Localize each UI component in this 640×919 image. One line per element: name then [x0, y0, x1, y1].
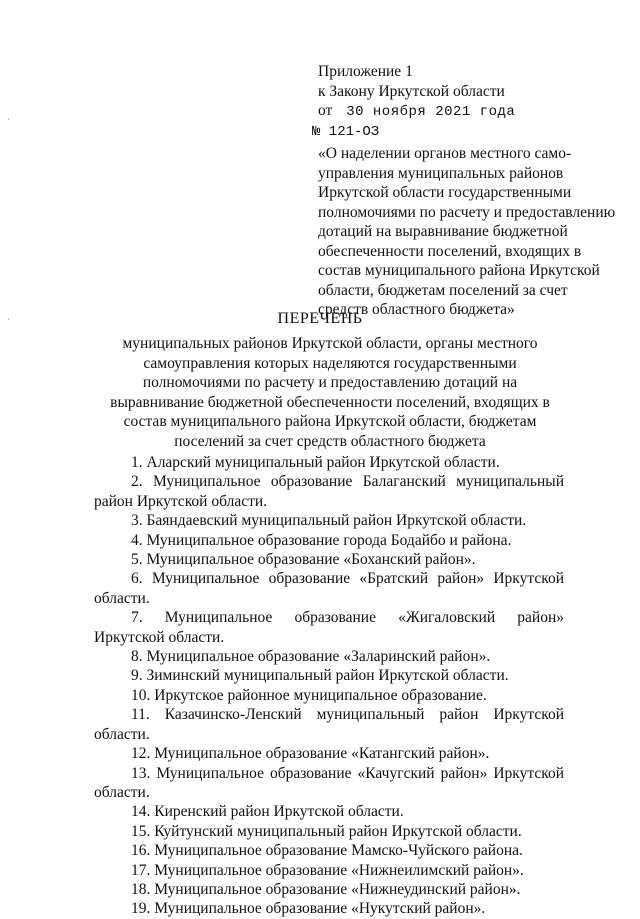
list-item: 15. Куйтунский муниципальный район Иркутской области. — [131, 822, 522, 840]
appendix-law-reference: к Закону Иркутской области — [318, 82, 505, 100]
list-item: 17. Муниципальное образование «Нижнеилимский район». — [131, 861, 524, 879]
list-item: 7. Муниципальное образование «Жигаловский район» Иркутской области. — [94, 609, 564, 646]
list-item: 18. Муниципальное образование «Нижнеудинский район». — [131, 880, 521, 898]
list-item: 1. Аларский муниципальный район Иркутской области. — [131, 454, 500, 471]
list-item: 5. Муниципальное образование «Боханский район». — [131, 551, 476, 569]
list-item: 11. Казачинско-Ленский муниципальный район Иркутской области. — [94, 706, 564, 743]
list-item: 3. Баяндаевский муниципальный район Иркутской области. — [131, 512, 527, 530]
list-item: 19. Муниципальное образование «Нукутский район». — [131, 900, 486, 918]
list-item: 8. Муниципальное образование «Заларинский район». — [131, 648, 491, 666]
list-item: 10. Иркутское районное муниципальное образование. — [131, 686, 487, 704]
appendix-law-title: «О наделении органов местного само-управления муниципальных районов Иркутской области государственными полномочиями по расчету и предоставлению дотаций на выравнивание бюджетной обеспеченности поселений, входящих в состав муниципального района Иркутской области, бюджетам поселений за счет средств областного бюджета» — [318, 145, 616, 318]
appendix-date-value: 30 ноября 2021 года — [346, 104, 516, 120]
list-subtitle: муниципальных районов Иркутской области, органы местного самоуправления которых наделяются государственными полномочиями по расчету и предоставлению дотаций на выравнивание бюджетной обеспеченности поселений, входящих в состав муниципального района Иркутской области, бюджетам поселений за счет средств областного бюджета — [110, 335, 550, 450]
appendix-law-number: № 121-ОЗ — [312, 123, 380, 140]
list-heading: ПЕРЕЧЕНЬ — [277, 310, 363, 327]
list-item: 4. Муниципальное образование города Бодайбо и района. — [131, 531, 512, 549]
list-item: 14. Киренский район Иркутской области. — [131, 803, 404, 821]
list-item: 12. Муниципальное образование «Катангский район». — [131, 745, 490, 763]
list-item: 6. Муниципальное образование «Братский район» Иркутской области. — [94, 570, 564, 607]
list-item: 16. Муниципальное образование Мамско-Чуйского района. — [131, 842, 523, 860]
list-item: 13. Муниципальное образование «Качугский район» Иркутской области. — [94, 764, 564, 801]
appendix-title: Приложение 1 — [318, 63, 413, 80]
appendix-date-prefix: от — [318, 102, 333, 119]
scan-edge-mark — [8, 118, 9, 120]
districts-list — [94, 453, 564, 919]
list-item: 9. Зиминский муниципальный район Иркутской области. — [131, 667, 509, 685]
list-item: 2. Муниципальное образование Балаганский муниципальный район Иркутской области. — [94, 473, 564, 510]
appendix-date — [318, 101, 618, 123]
appendix-header — [312, 62, 618, 320]
